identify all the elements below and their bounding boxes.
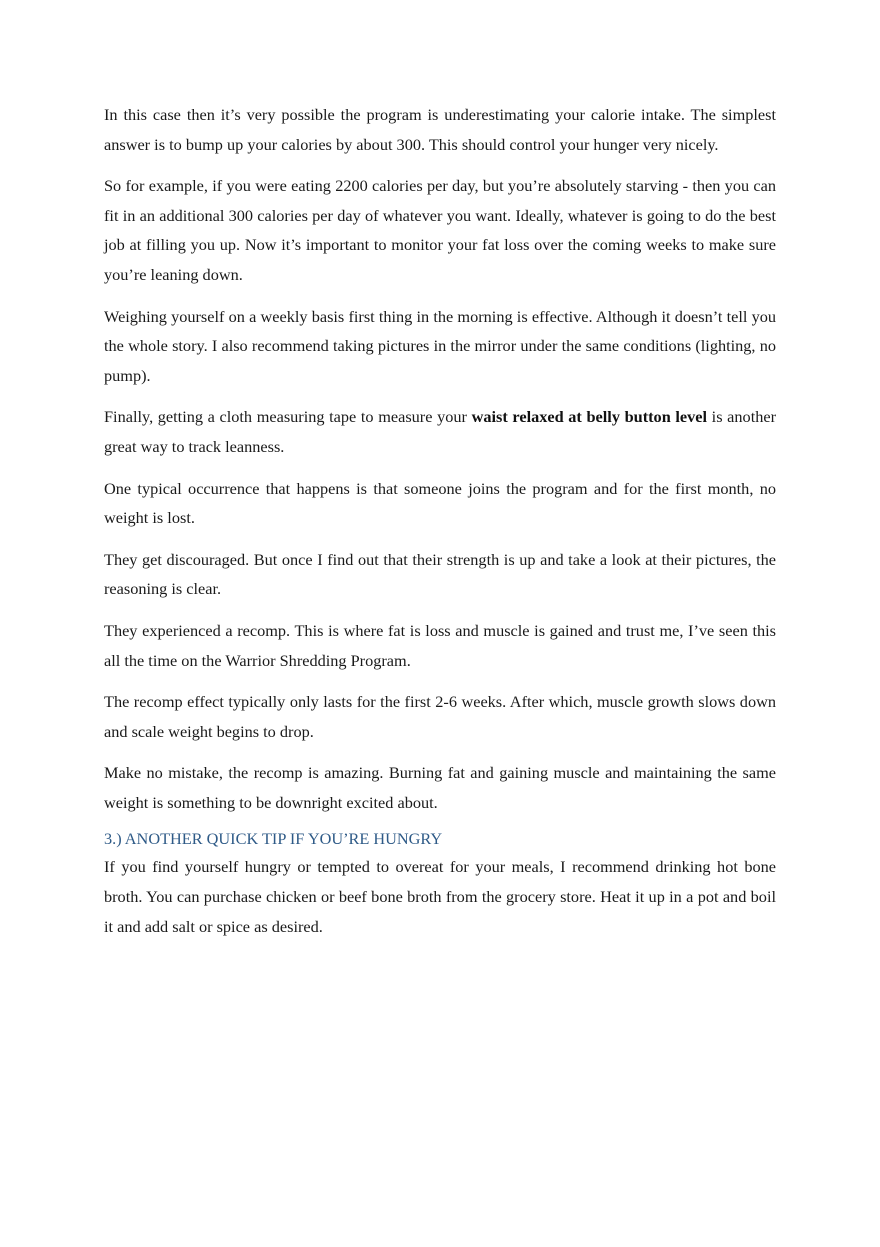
paragraph-recomp-duration: The recomp effect typically only lasts for the first 2-6 weeks. After which, muscle growth slows down and scale weight begins to drop. (104, 692, 776, 741)
paragraph-measuring-tape (104, 402, 776, 461)
measuring-tape-text-before: Finally, getting a cloth measuring tape to measure your (104, 407, 472, 427)
measuring-tape-text-after: is another great way to track leanness. (104, 407, 777, 456)
paragraph-recomp-explained: They experienced a recomp. This is where fat is loss and muscle is gained and trust me, I’ve seen this all the time on the Warrior Shredding Program. (104, 620, 776, 670)
paragraph-weekly-weighing: Weighing yourself on a weekly basis first thing in the morning is effective. Although it doesn’t tell you the whole story. I also recommend taking pictures in the mirror under the same conditions (lighting, no pump). (104, 306, 776, 385)
paragraph-example-2200-calories: So for example, if you were eating 2200 calories per day, but you’re absolutely starving - then you can fit in an additional 300 calories per day of whatever you want. Ideally, whatever is going to do the best job at filling you up. Now it’s important to monitor your fat loss over the coming weeks to make sure you’re leaning down. (104, 176, 776, 284)
section-heading-hungry-tip: 3.) ANOTHER QUICK TIP IF YOU’RE HUNGRY (104, 829, 443, 849)
paragraph-bone-broth: If you find yourself hungry or tempted to overeat for your meals, I recommend drinking hot bone broth. You can purchase chicken or beef bone broth from the grocery store. Heat it up in a pot and boil it and add salt or spice as desired. (104, 857, 776, 936)
paragraph-calorie-underestimate: In this case then it’s very possible the program is underestimating your calorie intake. The simplest answer is to bump up your calories by about 300. This should control your hunger very nicely. (104, 105, 776, 154)
paragraph-first-month-no-loss: One typical occurrence that happens is that someone joins the program and for the first month, no weight is lost. (104, 478, 776, 528)
paragraph-recomp-amazing: Make no mistake, the recomp is amazing. Burning fat and gaining muscle and maintaining the same weight is something to be downright excited about. (104, 763, 776, 812)
paragraph-discouraged: They get discouraged. But once I find out that their strength is up and take a look at their pictures, the reasoning is clear. (104, 549, 776, 599)
waist-measurement-emphasis: waist relaxed at belly button level (471, 407, 708, 427)
document-body (104, 100, 776, 953)
